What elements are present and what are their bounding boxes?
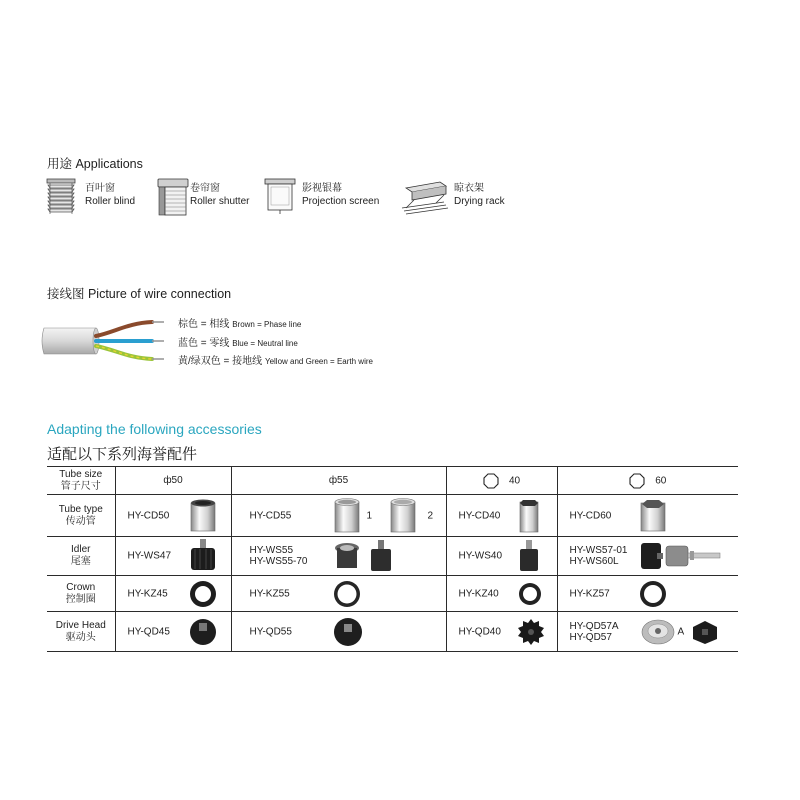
tube-hy-cd50-image	[188, 498, 218, 534]
row-label: Tube type 传动管	[47, 495, 115, 537]
size-header-60	[557, 467, 738, 495]
crown-hy-kz45-image	[188, 579, 218, 609]
drive-head-hy-qd55-image	[332, 616, 364, 648]
accessories-title-en: Adapting the following accessories	[47, 421, 262, 437]
application-en: Roller blind	[85, 196, 136, 207]
drive-head-hy-qd40-image	[517, 618, 545, 646]
wire-cable-illustration	[40, 314, 180, 366]
tube-hy-cd55-1-image	[332, 497, 362, 535]
wiring-title: 接线图 Picture of wire connection	[47, 287, 232, 301]
idler-hy-ws57-01-image	[638, 540, 664, 572]
accessories-table	[47, 466, 738, 652]
size-header-40	[446, 467, 557, 495]
drying-rack-icon	[400, 178, 450, 218]
idler-hy-ws60l-image	[664, 543, 722, 569]
part-code: HY-CD60	[569, 510, 612, 521]
part-code: HY-WS57-01 HY-WS60L	[569, 545, 628, 567]
part-code: HY-KZ57	[569, 588, 610, 599]
application-cn: 百叶窗	[85, 183, 115, 194]
tube-hy-cd55-2-image	[388, 497, 418, 535]
variant-mark: 1	[366, 510, 373, 521]
wire-en: Yellow and Green = Earth wire	[264, 357, 373, 366]
application-en: Projection screen	[302, 196, 380, 207]
part-code: HY-KZ45	[127, 588, 168, 599]
table-row-drive-head	[47, 612, 738, 652]
part-code: HY-QD40	[458, 626, 501, 637]
row-label: Idler 尾塞	[47, 537, 115, 576]
shutter-icon	[156, 178, 192, 218]
idler-hy-ws40-image	[517, 539, 541, 573]
size-value: 40	[508, 475, 521, 487]
octagon-icon	[629, 473, 645, 489]
size-value: 60	[655, 475, 667, 487]
variant-mark: A	[677, 626, 685, 637]
row-label: Tube size 管子尺寸	[47, 467, 115, 495]
drive-head-hy-qd57a-image	[640, 617, 676, 647]
tube-hy-cd40-image	[517, 498, 541, 534]
drive-head-hy-qd45-image	[188, 617, 218, 647]
part-code: HY-CD40	[458, 510, 501, 521]
octagon-icon	[483, 473, 499, 489]
part-code: HY-KZ55	[249, 588, 290, 599]
part-code: HY-QD55	[249, 626, 292, 637]
part-code: HY-CD50	[127, 510, 170, 521]
part-code: HY-KZ40	[458, 588, 499, 599]
wire-cn: 黄/绿双色 = 接地线	[178, 356, 263, 367]
application-cn: 卷帘窗	[190, 183, 220, 194]
row-label: Drive Head 驱动头	[47, 612, 115, 652]
application-roller-shutter	[156, 178, 266, 218]
application-drying-rack	[400, 178, 520, 218]
part-code: HY-WS40	[458, 550, 503, 562]
wire-cn: 棕色 = 相线	[178, 319, 230, 330]
wire-blue-legend	[178, 334, 298, 349]
wire-yellow-green-legend	[178, 352, 373, 367]
table-row-idler	[47, 537, 738, 576]
application-cn: 影视银幕	[302, 183, 342, 194]
blind-icon	[45, 178, 79, 218]
idler-hy-ws47-image	[188, 538, 218, 574]
part-code: HY-QD45	[127, 626, 170, 637]
drive-head-hy-qd57-image	[690, 619, 720, 645]
idler-hy-ws55-image	[332, 540, 362, 572]
part-code: HY-WS47	[127, 550, 172, 562]
projection-screen-icon	[264, 178, 298, 218]
crown-hy-kz40-image	[517, 581, 543, 607]
part-code: HY-QD57A HY-QD57	[569, 620, 619, 643]
part-code: HY-CD55	[249, 510, 292, 521]
wire-en: Blue = Neutral line	[232, 339, 298, 348]
table-row-crown	[47, 576, 738, 612]
application-cn: 晾衣架	[454, 183, 484, 194]
crown-hy-kz55-image	[332, 579, 362, 609]
wire-brown-legend	[178, 315, 301, 330]
application-en: Roller shutter	[190, 196, 250, 207]
application-en: Drying rack	[454, 196, 505, 207]
applications-title: 用途 Applications	[47, 157, 143, 171]
size-header-50: ф50	[115, 467, 231, 495]
wire-cn: 蓝色 = 零线	[178, 338, 230, 349]
application-roller-blind	[45, 178, 155, 218]
table-row-tube-size	[47, 467, 738, 495]
wire-en: Brown = Phase line	[232, 320, 302, 329]
variant-mark: 2	[427, 510, 434, 521]
application-projection-screen	[264, 178, 394, 218]
table-row-tube-type	[47, 495, 738, 537]
idler-hy-ws55-70-image	[368, 539, 394, 573]
row-label: Crown 控制圈	[47, 576, 115, 612]
accessories-title-cn: 适配以下系列海誉配件	[47, 446, 198, 463]
tube-hy-cd60-image	[638, 498, 668, 534]
crown-hy-kz57-image	[638, 579, 668, 609]
size-header-55: ф55	[231, 467, 446, 495]
part-code: HY-WS55 HY-WS55-70	[249, 545, 308, 567]
